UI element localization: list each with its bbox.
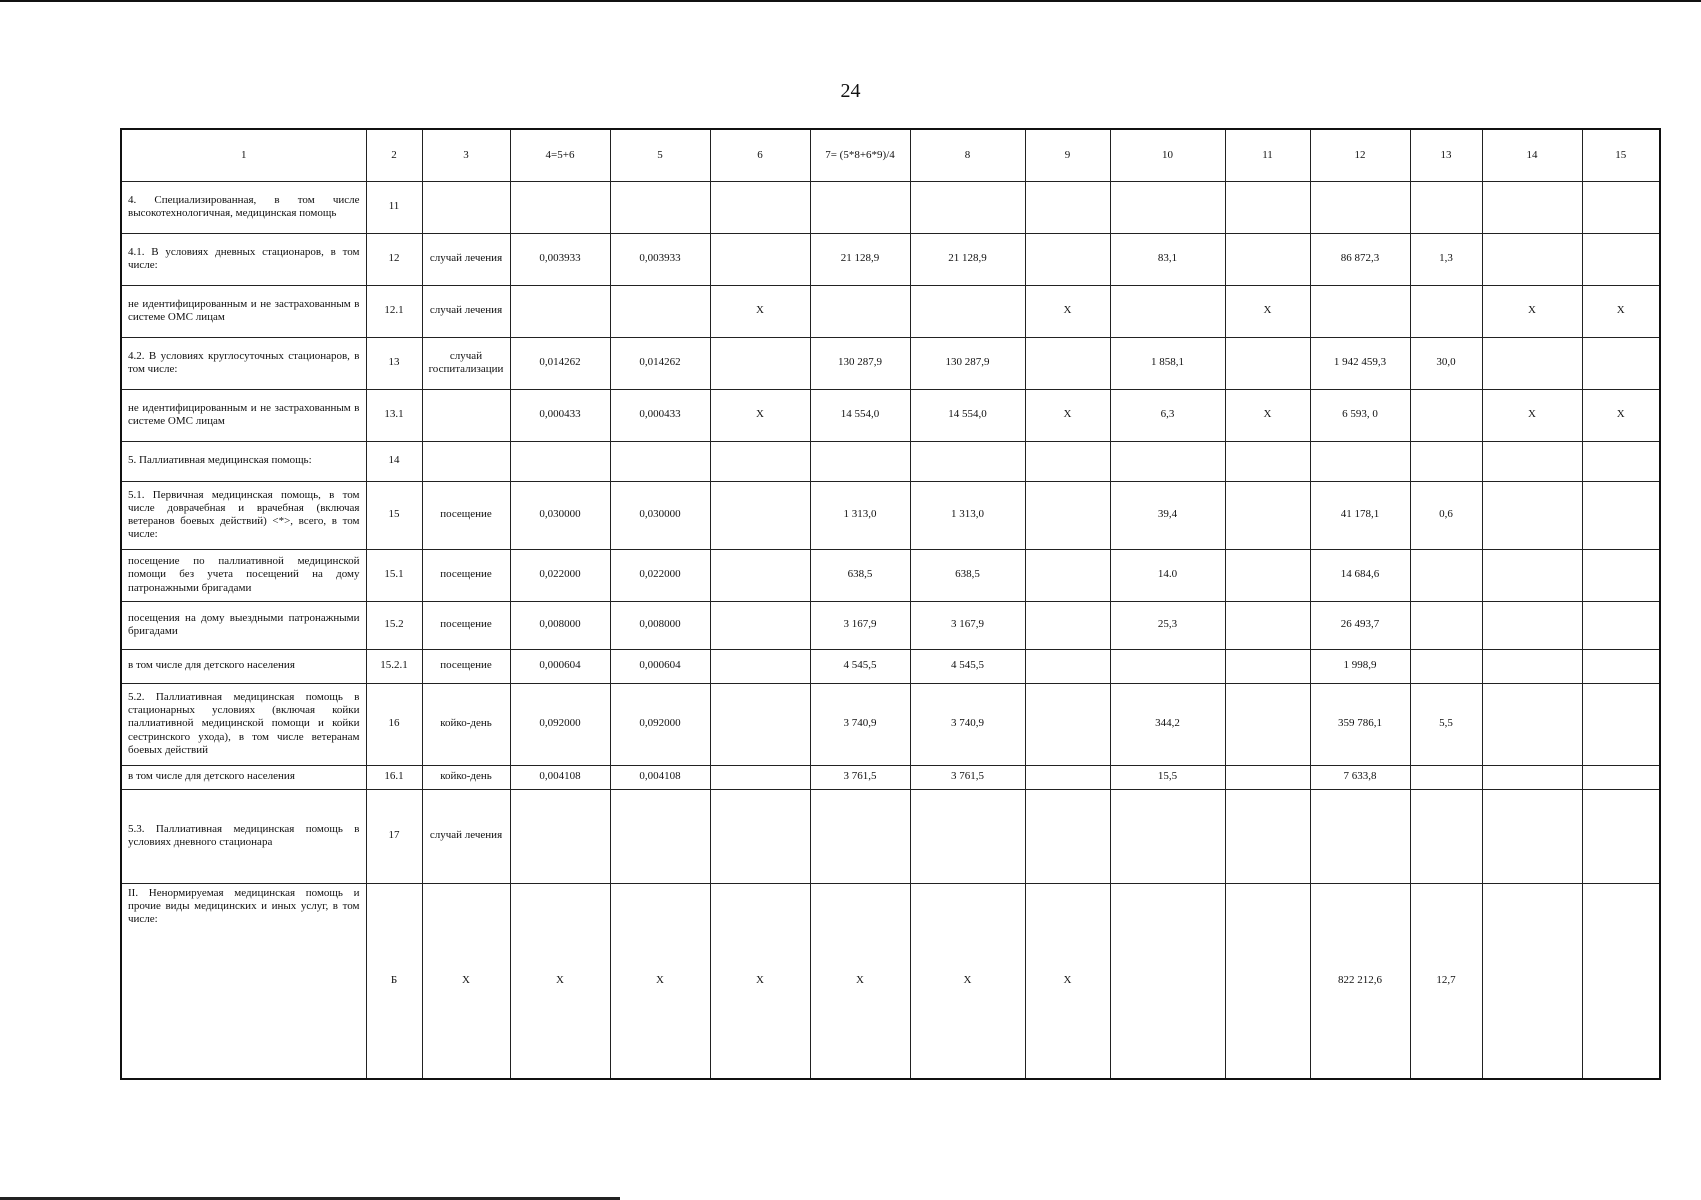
table-cell bbox=[1482, 337, 1582, 389]
table-cell bbox=[810, 181, 910, 233]
table-cell bbox=[710, 441, 810, 481]
table-cell: X bbox=[422, 883, 510, 1079]
table-cell bbox=[1225, 683, 1310, 765]
table-cell: случай лечения bbox=[422, 233, 510, 285]
table-cell: 3 167,9 bbox=[910, 601, 1025, 649]
table-cell: 15 bbox=[366, 481, 422, 549]
table-row bbox=[121, 181, 1660, 233]
table-row bbox=[121, 883, 1660, 1079]
table-cell: 5.1. Первичная медицинская помощь, в том числе доврачебная и врачебная (включая ветеранов боевых действий) <*>, всего, в том числе: bbox=[121, 481, 366, 549]
table-row bbox=[121, 233, 1660, 285]
column-header: 7= (5*8+6*9)/4 bbox=[810, 129, 910, 181]
table-cell: X bbox=[710, 389, 810, 441]
table-cell: 0,6 bbox=[1410, 481, 1482, 549]
table-cell bbox=[1110, 649, 1225, 683]
table-cell bbox=[1225, 233, 1310, 285]
table-cell: X bbox=[710, 285, 810, 337]
table-cell: 12,7 bbox=[1410, 883, 1482, 1079]
table-cell: 0,000433 bbox=[610, 389, 710, 441]
table-cell bbox=[810, 441, 910, 481]
table-cell: 14.0 bbox=[1110, 549, 1225, 601]
table-cell bbox=[710, 683, 810, 765]
table-cell bbox=[810, 789, 910, 883]
table-cell bbox=[1482, 481, 1582, 549]
table-cell bbox=[910, 441, 1025, 481]
table-cell bbox=[610, 441, 710, 481]
table-cell bbox=[610, 181, 710, 233]
table-cell: X bbox=[1225, 285, 1310, 337]
header-row bbox=[121, 129, 1660, 181]
table-cell: 26 493,7 bbox=[1310, 601, 1410, 649]
table-cell: 14 bbox=[366, 441, 422, 481]
table-row bbox=[121, 649, 1660, 683]
table-cell: X bbox=[1582, 389, 1660, 441]
table-cell: 0,003933 bbox=[610, 233, 710, 285]
table-cell bbox=[1025, 601, 1110, 649]
table-cell bbox=[1410, 789, 1482, 883]
table-cell: 4. Специализированная, в том числе высокотехнологичная, медицинская помощь bbox=[121, 181, 366, 233]
column-header: 2 bbox=[366, 129, 422, 181]
table-cell bbox=[1410, 649, 1482, 683]
table-cell bbox=[1410, 765, 1482, 789]
table-cell bbox=[1582, 549, 1660, 601]
column-header: 13 bbox=[1410, 129, 1482, 181]
table-row bbox=[121, 601, 1660, 649]
table-cell: 15,5 bbox=[1110, 765, 1225, 789]
table-cell: посещения на дому выездными патронажными бригадами bbox=[121, 601, 366, 649]
table-cell bbox=[1225, 181, 1310, 233]
table-cell: X bbox=[710, 883, 810, 1079]
table-cell: 344,2 bbox=[1110, 683, 1225, 765]
table-cell bbox=[1025, 181, 1110, 233]
table-cell bbox=[1225, 601, 1310, 649]
table-cell bbox=[1110, 181, 1225, 233]
table-cell: X bbox=[810, 883, 910, 1079]
table-cell: 6 593, 0 bbox=[1310, 389, 1410, 441]
column-header: 14 bbox=[1482, 129, 1582, 181]
table-cell bbox=[1310, 285, 1410, 337]
table-row bbox=[121, 481, 1660, 549]
table-cell: 0,000604 bbox=[510, 649, 610, 683]
table-cell bbox=[1582, 233, 1660, 285]
table-cell bbox=[1025, 549, 1110, 601]
table-cell bbox=[422, 441, 510, 481]
table-cell bbox=[1025, 337, 1110, 389]
table-cell bbox=[510, 285, 610, 337]
table-cell: 4 545,5 bbox=[810, 649, 910, 683]
table-row bbox=[121, 285, 1660, 337]
table-cell bbox=[1582, 337, 1660, 389]
table-cell bbox=[1482, 233, 1582, 285]
table-cell: не идентифицированным и не застрахованным в системе ОМС лицам bbox=[121, 285, 366, 337]
table-row bbox=[121, 765, 1660, 789]
table-cell bbox=[710, 549, 810, 601]
table-cell bbox=[422, 181, 510, 233]
table-cell bbox=[1025, 481, 1110, 549]
table-cell: посещение bbox=[422, 649, 510, 683]
table-cell: 4 545,5 bbox=[910, 649, 1025, 683]
table-cell: 14 554,0 bbox=[910, 389, 1025, 441]
table-cell bbox=[1410, 285, 1482, 337]
table-cell: посещение bbox=[422, 601, 510, 649]
table-cell: X bbox=[1482, 285, 1582, 337]
table-cell: 15.2 bbox=[366, 601, 422, 649]
table-cell: 0,008000 bbox=[610, 601, 710, 649]
table-cell: койко-день bbox=[422, 683, 510, 765]
table-cell bbox=[1225, 883, 1310, 1079]
table-cell: 39,4 bbox=[1110, 481, 1225, 549]
table-cell: 41 178,1 bbox=[1310, 481, 1410, 549]
column-header: 11 bbox=[1225, 129, 1310, 181]
table-cell bbox=[710, 181, 810, 233]
table-cell: 822 212,6 bbox=[1310, 883, 1410, 1079]
table-cell: 0,014262 bbox=[610, 337, 710, 389]
table-cell: X bbox=[910, 883, 1025, 1079]
table-cell: 4.2. В условиях круглосуточных стационаров, в том числе: bbox=[121, 337, 366, 389]
table-cell bbox=[1582, 649, 1660, 683]
table-cell bbox=[1582, 765, 1660, 789]
table-cell bbox=[510, 789, 610, 883]
table-cell bbox=[1582, 181, 1660, 233]
table-cell bbox=[1582, 601, 1660, 649]
table-cell bbox=[1482, 765, 1582, 789]
table-cell bbox=[1310, 181, 1410, 233]
column-header: 4=5+6 bbox=[510, 129, 610, 181]
table-cell: 638,5 bbox=[810, 549, 910, 601]
scan-edge-top bbox=[0, 0, 1701, 2]
table-cell: 30,0 bbox=[1410, 337, 1482, 389]
table-cell: посещение bbox=[422, 549, 510, 601]
table-cell: 21 128,9 bbox=[810, 233, 910, 285]
table-cell bbox=[1310, 789, 1410, 883]
table-cell bbox=[510, 441, 610, 481]
column-header: 9 bbox=[1025, 129, 1110, 181]
table-cell bbox=[1482, 883, 1582, 1079]
table-cell: 3 167,9 bbox=[810, 601, 910, 649]
table-row bbox=[121, 549, 1660, 601]
table-cell: 16 bbox=[366, 683, 422, 765]
table-cell: 14 684,6 bbox=[1310, 549, 1410, 601]
table-cell bbox=[910, 285, 1025, 337]
table-cell: 130 287,9 bbox=[910, 337, 1025, 389]
table-cell: 0,022000 bbox=[510, 549, 610, 601]
table-cell bbox=[1110, 883, 1225, 1079]
table-cell: 1,3 bbox=[1410, 233, 1482, 285]
table-cell bbox=[710, 789, 810, 883]
table-cell: 1 313,0 bbox=[910, 481, 1025, 549]
table-cell bbox=[810, 285, 910, 337]
table-cell bbox=[1225, 441, 1310, 481]
table-cell bbox=[1110, 441, 1225, 481]
table-cell bbox=[1225, 765, 1310, 789]
table-cell: 0,030000 bbox=[610, 481, 710, 549]
table-cell: 3 740,9 bbox=[810, 683, 910, 765]
table-cell: X bbox=[510, 883, 610, 1079]
table-cell bbox=[710, 601, 810, 649]
table-cell: 0,000604 bbox=[610, 649, 710, 683]
table-cell: койко-день bbox=[422, 765, 510, 789]
column-header: 15 bbox=[1582, 129, 1660, 181]
table-cell: 5. Паллиативная медицинская помощь: bbox=[121, 441, 366, 481]
table-cell bbox=[1482, 649, 1582, 683]
table-cell: 359 786,1 bbox=[1310, 683, 1410, 765]
table-cell: 12.1 bbox=[366, 285, 422, 337]
table-cell: 15.1 bbox=[366, 549, 422, 601]
table-cell bbox=[910, 789, 1025, 883]
table-cell bbox=[1225, 789, 1310, 883]
table-cell: 21 128,9 bbox=[910, 233, 1025, 285]
table-row bbox=[121, 337, 1660, 389]
table-cell: 1 998,9 bbox=[1310, 649, 1410, 683]
column-header: 12 bbox=[1310, 129, 1410, 181]
table-cell: 3 740,9 bbox=[910, 683, 1025, 765]
table-cell bbox=[1410, 601, 1482, 649]
column-header: 3 bbox=[422, 129, 510, 181]
table-cell bbox=[1025, 789, 1110, 883]
table-cell bbox=[1225, 337, 1310, 389]
table-cell bbox=[1482, 441, 1582, 481]
table-cell: посещение по паллиативной медицинской помощи без учета посещений на дому патронажными бригадами bbox=[121, 549, 366, 601]
table-cell: 5.2. Паллиативная медицинская помощь в стационарных условиях (включая койки паллиативной медицинской помощи и койки сестринского ухода), в том числе ветеранам боевых действий bbox=[121, 683, 366, 765]
table-cell: 5.3. Паллиативная медицинская помощь в условиях дневного стационара bbox=[121, 789, 366, 883]
column-header: 5 bbox=[610, 129, 710, 181]
column-header: 1 bbox=[121, 129, 366, 181]
table-cell: 0,092000 bbox=[510, 683, 610, 765]
table-cell: 25,3 bbox=[1110, 601, 1225, 649]
table-cell bbox=[1110, 285, 1225, 337]
table-cell: 5,5 bbox=[1410, 683, 1482, 765]
table-cell: 0,000433 bbox=[510, 389, 610, 441]
table-cell bbox=[1482, 683, 1582, 765]
table-cell: Б bbox=[366, 883, 422, 1079]
table-cell bbox=[1225, 549, 1310, 601]
table-cell bbox=[1410, 389, 1482, 441]
table-cell: 0,092000 bbox=[610, 683, 710, 765]
table-cell: 13.1 bbox=[366, 389, 422, 441]
table-cell: 7 633,8 bbox=[1310, 765, 1410, 789]
table-cell: 16.1 bbox=[366, 765, 422, 789]
column-header: 6 bbox=[710, 129, 810, 181]
table-cell bbox=[710, 765, 810, 789]
table-cell: 1 313,0 bbox=[810, 481, 910, 549]
table-cell bbox=[1225, 649, 1310, 683]
table-cell bbox=[1482, 549, 1582, 601]
table-body bbox=[121, 129, 1660, 1079]
table-cell bbox=[710, 233, 810, 285]
table-cell: 0,014262 bbox=[510, 337, 610, 389]
table-cell bbox=[510, 181, 610, 233]
table-cell bbox=[1025, 233, 1110, 285]
table-cell bbox=[1482, 181, 1582, 233]
table-cell: 0,003933 bbox=[510, 233, 610, 285]
table-cell: 11 bbox=[366, 181, 422, 233]
data-table bbox=[120, 128, 1661, 1080]
table-cell: II. Ненормируемая медицинская помощь и прочие виды медицинских и иных услуг, в том числе: bbox=[121, 883, 366, 1079]
table-cell: 638,5 bbox=[910, 549, 1025, 601]
table-cell bbox=[422, 389, 510, 441]
table-cell bbox=[1110, 789, 1225, 883]
table-cell bbox=[1582, 683, 1660, 765]
table-cell bbox=[1582, 789, 1660, 883]
table-cell bbox=[1025, 441, 1110, 481]
table-cell: в том числе для детского населения bbox=[121, 649, 366, 683]
page-number: 24 bbox=[840, 80, 861, 102]
table-cell: X bbox=[610, 883, 710, 1079]
table-cell: X bbox=[1482, 389, 1582, 441]
table-cell: 86 872,3 bbox=[1310, 233, 1410, 285]
table-cell bbox=[610, 789, 710, 883]
table-cell: 0,022000 bbox=[610, 549, 710, 601]
table-cell bbox=[1410, 441, 1482, 481]
table-cell bbox=[1582, 441, 1660, 481]
table-cell: 0,004108 bbox=[510, 765, 610, 789]
table-cell: 0,008000 bbox=[510, 601, 610, 649]
table-cell: 0,004108 bbox=[610, 765, 710, 789]
table-cell: в том числе для детского населения bbox=[121, 765, 366, 789]
table-cell bbox=[1410, 549, 1482, 601]
table-cell bbox=[1025, 649, 1110, 683]
table-cell bbox=[1582, 883, 1660, 1079]
table-row bbox=[121, 389, 1660, 441]
table-cell: случай лечения bbox=[422, 789, 510, 883]
table-cell: 13 bbox=[366, 337, 422, 389]
table-row bbox=[121, 683, 1660, 765]
table-cell bbox=[710, 481, 810, 549]
table-cell: 17 bbox=[366, 789, 422, 883]
table-cell: X bbox=[1582, 285, 1660, 337]
table-cell: X bbox=[1025, 389, 1110, 441]
table-cell: 6,3 bbox=[1110, 389, 1225, 441]
table-cell: X bbox=[1025, 883, 1110, 1079]
table-cell bbox=[1025, 683, 1110, 765]
table-cell: не идентифицированным и не застрахованным в системе ОМС лицам bbox=[121, 389, 366, 441]
column-header: 10 bbox=[1110, 129, 1225, 181]
table-cell bbox=[1410, 181, 1482, 233]
table-cell: 0,030000 bbox=[510, 481, 610, 549]
table-cell bbox=[1310, 441, 1410, 481]
table-cell bbox=[710, 649, 810, 683]
table-cell: 12 bbox=[366, 233, 422, 285]
table-cell bbox=[1225, 481, 1310, 549]
table-cell: 83,1 bbox=[1110, 233, 1225, 285]
table-cell: 4.1. В условиях дневных стационаров, в том числе: bbox=[121, 233, 366, 285]
table-cell: 3 761,5 bbox=[910, 765, 1025, 789]
table-cell: 3 761,5 bbox=[810, 765, 910, 789]
table-cell bbox=[910, 181, 1025, 233]
table-cell: 1 858,1 bbox=[1110, 337, 1225, 389]
table-cell: 15.2.1 bbox=[366, 649, 422, 683]
table-cell: X bbox=[1225, 389, 1310, 441]
table-row bbox=[121, 789, 1660, 883]
table-row bbox=[121, 441, 1660, 481]
table-cell bbox=[1582, 481, 1660, 549]
table-cell: случай лечения bbox=[422, 285, 510, 337]
table-cell bbox=[1025, 765, 1110, 789]
table-cell: 14 554,0 bbox=[810, 389, 910, 441]
table-cell: X bbox=[1025, 285, 1110, 337]
table-cell: случай госпитализации bbox=[422, 337, 510, 389]
column-header: 8 bbox=[910, 129, 1025, 181]
table-cell bbox=[1482, 789, 1582, 883]
table-cell: посещение bbox=[422, 481, 510, 549]
table-cell: 1 942 459,3 bbox=[1310, 337, 1410, 389]
table-cell: 130 287,9 bbox=[810, 337, 910, 389]
table-cell bbox=[1482, 601, 1582, 649]
table-cell bbox=[610, 285, 710, 337]
table-cell bbox=[710, 337, 810, 389]
